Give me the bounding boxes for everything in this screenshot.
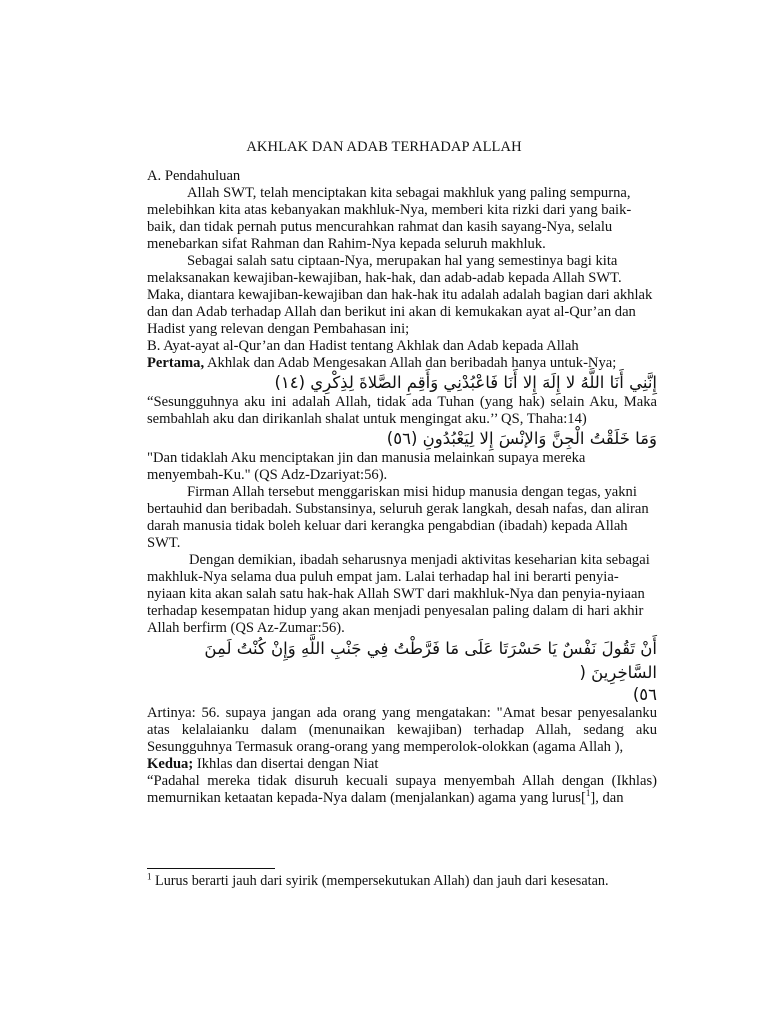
section-a-heading: A. Pendahuluan — [147, 168, 241, 184]
arabic-verse-az-zumar-56: أَنْ تَقُولَ نَفْسٌ يَا حَسْرَتَا عَلَى مَا فَرَّطْتُ فِي جَنْبِ اللَّهِ وَإِنْ كُنْتُ لَمِنَ السَّاخِرِينَ ( — [204, 639, 657, 682]
point-kedua — [147, 756, 657, 773]
footnote-reference[interactable]: 1 — [585, 788, 591, 799]
pertama-label: Pertama, — [147, 355, 205, 371]
kedua-text: Ikhlas dan disertai dengan Niat — [193, 756, 379, 772]
ikhlas-text: “Padahal mereka tidak disuruh kecuali supaya menyembah Allah dengan (Ikhlas) memurnikan ketaatan kepada-Nya dalam (menjalankan) agama yang lurus[ — [147, 773, 657, 806]
paragraph-firman: Firman Allah tersebut menggariskan misi hidup manusia dengan tegas, yakni bertauhid dan beribadah. Substansinya, seluruh gerak langkah, desah nafas, dan aliran darah manusia tidak boleh keluar dari kerangka pengabdian (ibadah) kepada Allah SWT. — [147, 484, 649, 551]
footnote-text: Lurus berarti jauh dari syirik (mempersekutukan Allah) dan jauh dari kesesatan. — [151, 873, 609, 889]
pertama-text: Akhlak dan Adab Mengesakan Allah dan beribadah hanya untuk-Nya; — [204, 355, 617, 371]
translation-az-zumar-56: Artinya: 56. supaya jangan ada orang yang mengatakan: "Amat besar penyesalanku atas kelalaianku dalam (menunaikan kewajiban) terhadap Allah, sedang aku Sesungguhnya Termasuk orang-orang yang memperolok-olokkan (agama Allah ), — [147, 705, 657, 755]
paragraph-intro-1: Allah SWT, telah menciptakan kita sebagai makhluk yang paling sempurna, melebihkan kita atas kebanyakan makhluk-Nya, memberi kita rizki dari yang baik-baik, dan tidak pernah putus mencurahkan rahmat dan kasih sayang-Nya, selalu menebarkan sifat Rahman dan Rahim-Nya kepada seluruh makhluk. — [147, 185, 632, 252]
footnote-separator — [147, 868, 275, 869]
section-b-heading: B. Ayat-ayat al-Qur’an dan Hadist tentang Akhlak dan Adab kepada Allah — [147, 338, 579, 354]
document-body — [147, 168, 657, 807]
paragraph-ibadah: Dengan demikian, ibadah seharusnya menjadi aktivitas keseharian kita sebagai makhluk-Nya selama dua puluh empat jam. Lalai terhadap hal ini berarti penyia-nyiaan kita akan salah satu hak-hak Allah SWT dari makhluk-Nya dan penyia-nyiaan terhadap kesempatan hidup yang akan menjadi penyesalan paling dalam di hari akhir Allah berfirm (QS Az-Zumar:56). — [147, 552, 650, 636]
kedua-label: Kedua; — [147, 756, 194, 772]
point-pertama — [147, 355, 657, 372]
ikhlas-text-end: ], dan — [590, 790, 624, 806]
paragraph-intro-2: Sebagai salah satu ciptaan-Nya, merupakan hal yang semestinya bagi kita melaksanakan kewajiban-kewajiban, hak-hak, dan adab-adab kepada Allah SWT. Maka, diantara kewajiban-kewajiban dan hak-hak itu adalah adalah bagian dari akhlak dan dan Adab terhadap Allah dan berikut ini akan di kemukakan ayat al-Qur’an dan Hadist yang relevan dengan Pembahasan ini; — [147, 253, 653, 337]
document-title: AKHLAK DAN ADAB TERHADAP ALLAH — [246, 139, 522, 155]
arabic-verse-adz-dzariyat-56: وَمَا خَلَقْتُ الْجِنَّ وَالإنْسَ إِلا لِيَعْبُدُونِ (٥٦) — [386, 429, 657, 448]
arabic-verse-number-56: ٥٦) — [632, 685, 657, 704]
arabic-verse-thaha-14: إِنَّنِي أَنَا اللَّهُ لا إِلَهَ إِلا أَنَا فَاعْبُدْنِي وَأَقِمِ الصَّلاةَ لِذِكْرِي (١٤) — [274, 373, 657, 392]
footnote-marker: 1 — [147, 871, 152, 882]
footnote — [147, 873, 687, 890]
translation-adz-dzariyat-56: "Dan tidaklah Aku menciptakan jin dan manusia melainkan supaya mereka menyembah-Ku." (QS Adz-Dzariyat:56). — [147, 450, 586, 483]
paragraph-ikhlas — [147, 773, 657, 807]
translation-thaha-14: “Sesungguhnya aku ini adalah Allah, tidak ada Tuhan (yang hak) selain Aku, Maka sembahlah aku dan dirikanlah shalat untuk mengingat aku.’’ QS, Thaha:14) — [147, 394, 657, 427]
